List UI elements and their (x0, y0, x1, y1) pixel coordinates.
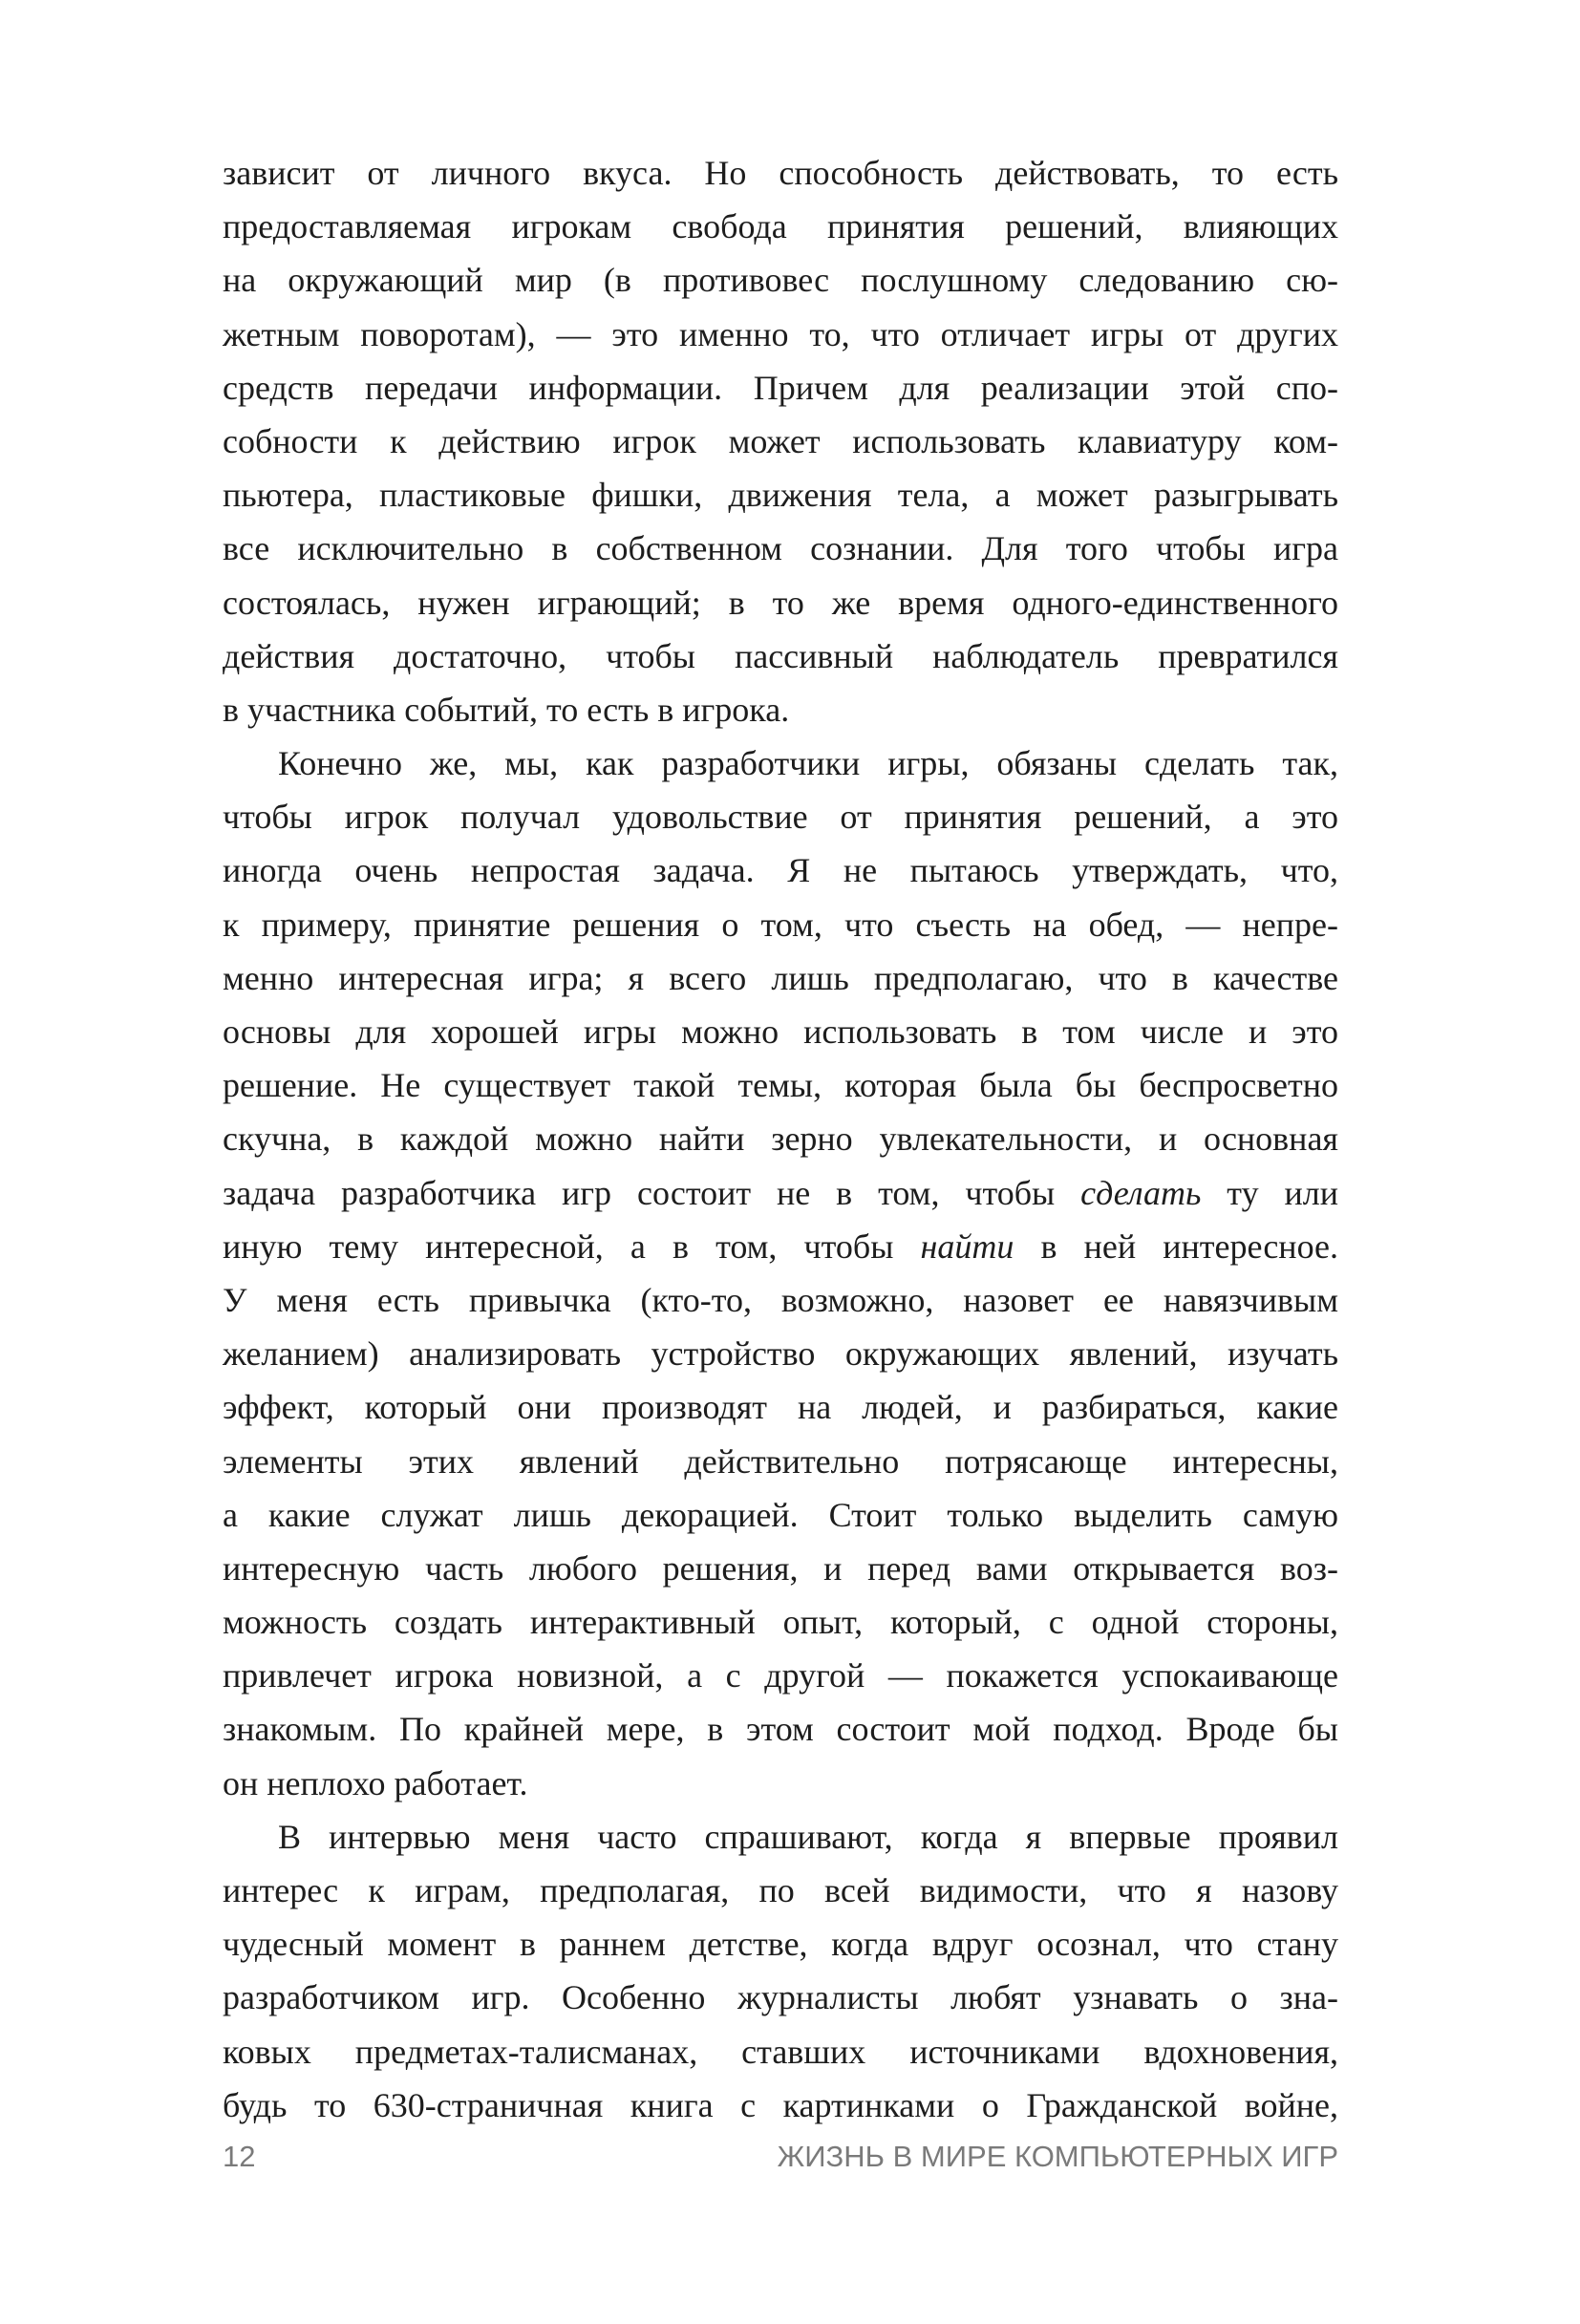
text-line (223, 415, 1338, 468)
text-span: жетным поворотам), — это именно то, что отличает игры от других (223, 314, 1338, 353)
text-span: задача разработчика игр состоит не в том, чтобы (223, 1173, 1081, 1212)
text-line (223, 1005, 1338, 1058)
text-span: к примеру, принятие решения о том, что съесть на обед, — непре- (223, 905, 1338, 944)
text-span: элементы этих явлений действительно потрясающе интересны, (223, 1441, 1338, 1481)
text-line (223, 1273, 1338, 1327)
text-line (223, 1435, 1338, 1488)
text-span: а какие служат лишь декорацией. Стоит только выделить самую (223, 1495, 1338, 1534)
text-span: скучна, в каждой можно найти зерно увлекательности, и основная (223, 1119, 1338, 1159)
text-line (223, 253, 1338, 307)
text-span: средств передачи информации. Причем для реализации этой спо- (223, 368, 1338, 407)
text-line (223, 1595, 1338, 1649)
text-span: пьютера, пластиковые фишки, движения тела, а может разыгрывать (223, 476, 1338, 515)
text-line (223, 736, 1338, 790)
page-number: 12 (223, 2140, 256, 2173)
text-span: будь то 630-страничная книга с картинками о Гражданской войне, (223, 2085, 1338, 2124)
text-line (223, 1327, 1338, 1380)
text-span: интерес к играм, предполагая, по всей видимости, что я назову (223, 1871, 1338, 1909)
text-span: зависит от личного вкуса. Но способность действовать, то есть (223, 154, 1338, 192)
text-span: основы для хорошей игры можно использовать в том числе и это (223, 1013, 1338, 1051)
text-line (223, 790, 1338, 843)
text-line (223, 1917, 1338, 1971)
page-footer (223, 2136, 1338, 2178)
text-span: ту или (1201, 1173, 1338, 1212)
text-line (223, 1220, 1338, 1273)
text-span: он неплохо работает. (223, 1763, 528, 1802)
text-span: состоялась, нужен играющий; в то же время одного-единственного (223, 583, 1338, 622)
text-span: эффект, который они производят на людей, и разбираться, какие (223, 1388, 1338, 1427)
text-span: в участника событий, то есть в игрока. (223, 690, 790, 729)
text-line (223, 1380, 1338, 1434)
text-line (223, 1864, 1338, 1917)
text-span: разработчиком игр. Особенно журналисты любят узнавать о зна- (223, 1978, 1338, 2017)
text-span: Конечно же, мы, как разработчики игры, обязаны сделать так, (278, 744, 1338, 783)
text-line (223, 843, 1338, 897)
text-span: собности к действию игрок может использовать клавиатуру ком- (223, 421, 1338, 460)
text-span: привлечет игрока новизной, а с другой — покажется успокаивающе (223, 1656, 1338, 1695)
text-line (223, 1542, 1338, 1595)
text-line (223, 361, 1338, 415)
text-line (223, 576, 1338, 629)
book-page-body (223, 146, 1338, 2132)
text-line (223, 468, 1338, 522)
text-line (223, 2025, 1338, 2079)
text-span: менно интересная игра; я всего лишь предполагаю, что в качестве (223, 958, 1338, 997)
text-span: все исключительно в собственном сознании. Для того чтобы игра (223, 529, 1338, 568)
paragraph (223, 736, 1338, 1810)
text-line (223, 1166, 1338, 1220)
text-span: чтобы игрок получал удовольствие от принятия решений, а это (223, 798, 1338, 837)
text-span: чудесный момент в раннем детстве, когда вдруг осознал, что стану (223, 1925, 1338, 1964)
text-line (223, 629, 1338, 683)
text-span: действия достаточно, чтобы пассивный наблюдатель превратился (223, 636, 1338, 675)
text-span: предоставляемая игрокам свобода принятия решений, влияющих (223, 207, 1338, 246)
text-line (223, 1757, 1338, 1810)
text-line (223, 1112, 1338, 1165)
paragraph (223, 146, 1338, 736)
text-line (223, 200, 1338, 253)
text-line (223, 146, 1338, 200)
text-span: У меня есть привычка (кто-то, возможно, назовет ее навязчивым (223, 1280, 1338, 1319)
text-line (223, 1058, 1338, 1112)
text-span: в ней интересное. (1014, 1226, 1338, 1266)
paragraph (223, 1810, 1338, 2132)
text-line (223, 308, 1338, 361)
text-span: В интервью меня часто спрашивают, когда я впервые проявил (278, 1817, 1338, 1856)
text-span: можность создать интерактивный опыт, который, с одной стороны, (223, 1603, 1338, 1642)
text-span: на окружающий мир (в противовес послушному следованию сю- (223, 261, 1338, 300)
text-span: желанием) анализировать устройство окружающих явлений, изучать (223, 1334, 1338, 1374)
emphasis-text: сделать (1080, 1173, 1202, 1212)
text-span: решение. Не существует такой темы, которая была бы беспросветно (223, 1066, 1338, 1105)
text-span: иногда очень непростая задача. Я не пытаюсь утверждать, что, (223, 851, 1338, 890)
text-line (223, 898, 1338, 951)
text-line (223, 522, 1338, 575)
text-span: иную тему интересной, а в том, чтобы (223, 1226, 921, 1266)
emphasis-text: найти (920, 1226, 1014, 1266)
text-line (223, 2079, 1338, 2132)
text-line (223, 683, 1338, 736)
text-line (223, 951, 1338, 1005)
text-line (223, 1488, 1338, 1542)
text-line (223, 1702, 1338, 1756)
text-line (223, 1810, 1338, 1864)
text-line (223, 1971, 1338, 2024)
text-span: ковых предметах-талисманах, ставших источниками вдохновения, (223, 2032, 1338, 2071)
text-span: интересную часть любого решения, и перед вами открывается воз- (223, 1548, 1338, 1588)
running-title: ЖИЗНЬ В МИРЕ КОМПЬЮТЕРНЫХ ИГР (777, 2140, 1338, 2173)
text-line (223, 1649, 1338, 1702)
text-span: знакомым. По крайней мере, в этом состоит мой подход. Вроде бы (223, 1710, 1338, 1749)
